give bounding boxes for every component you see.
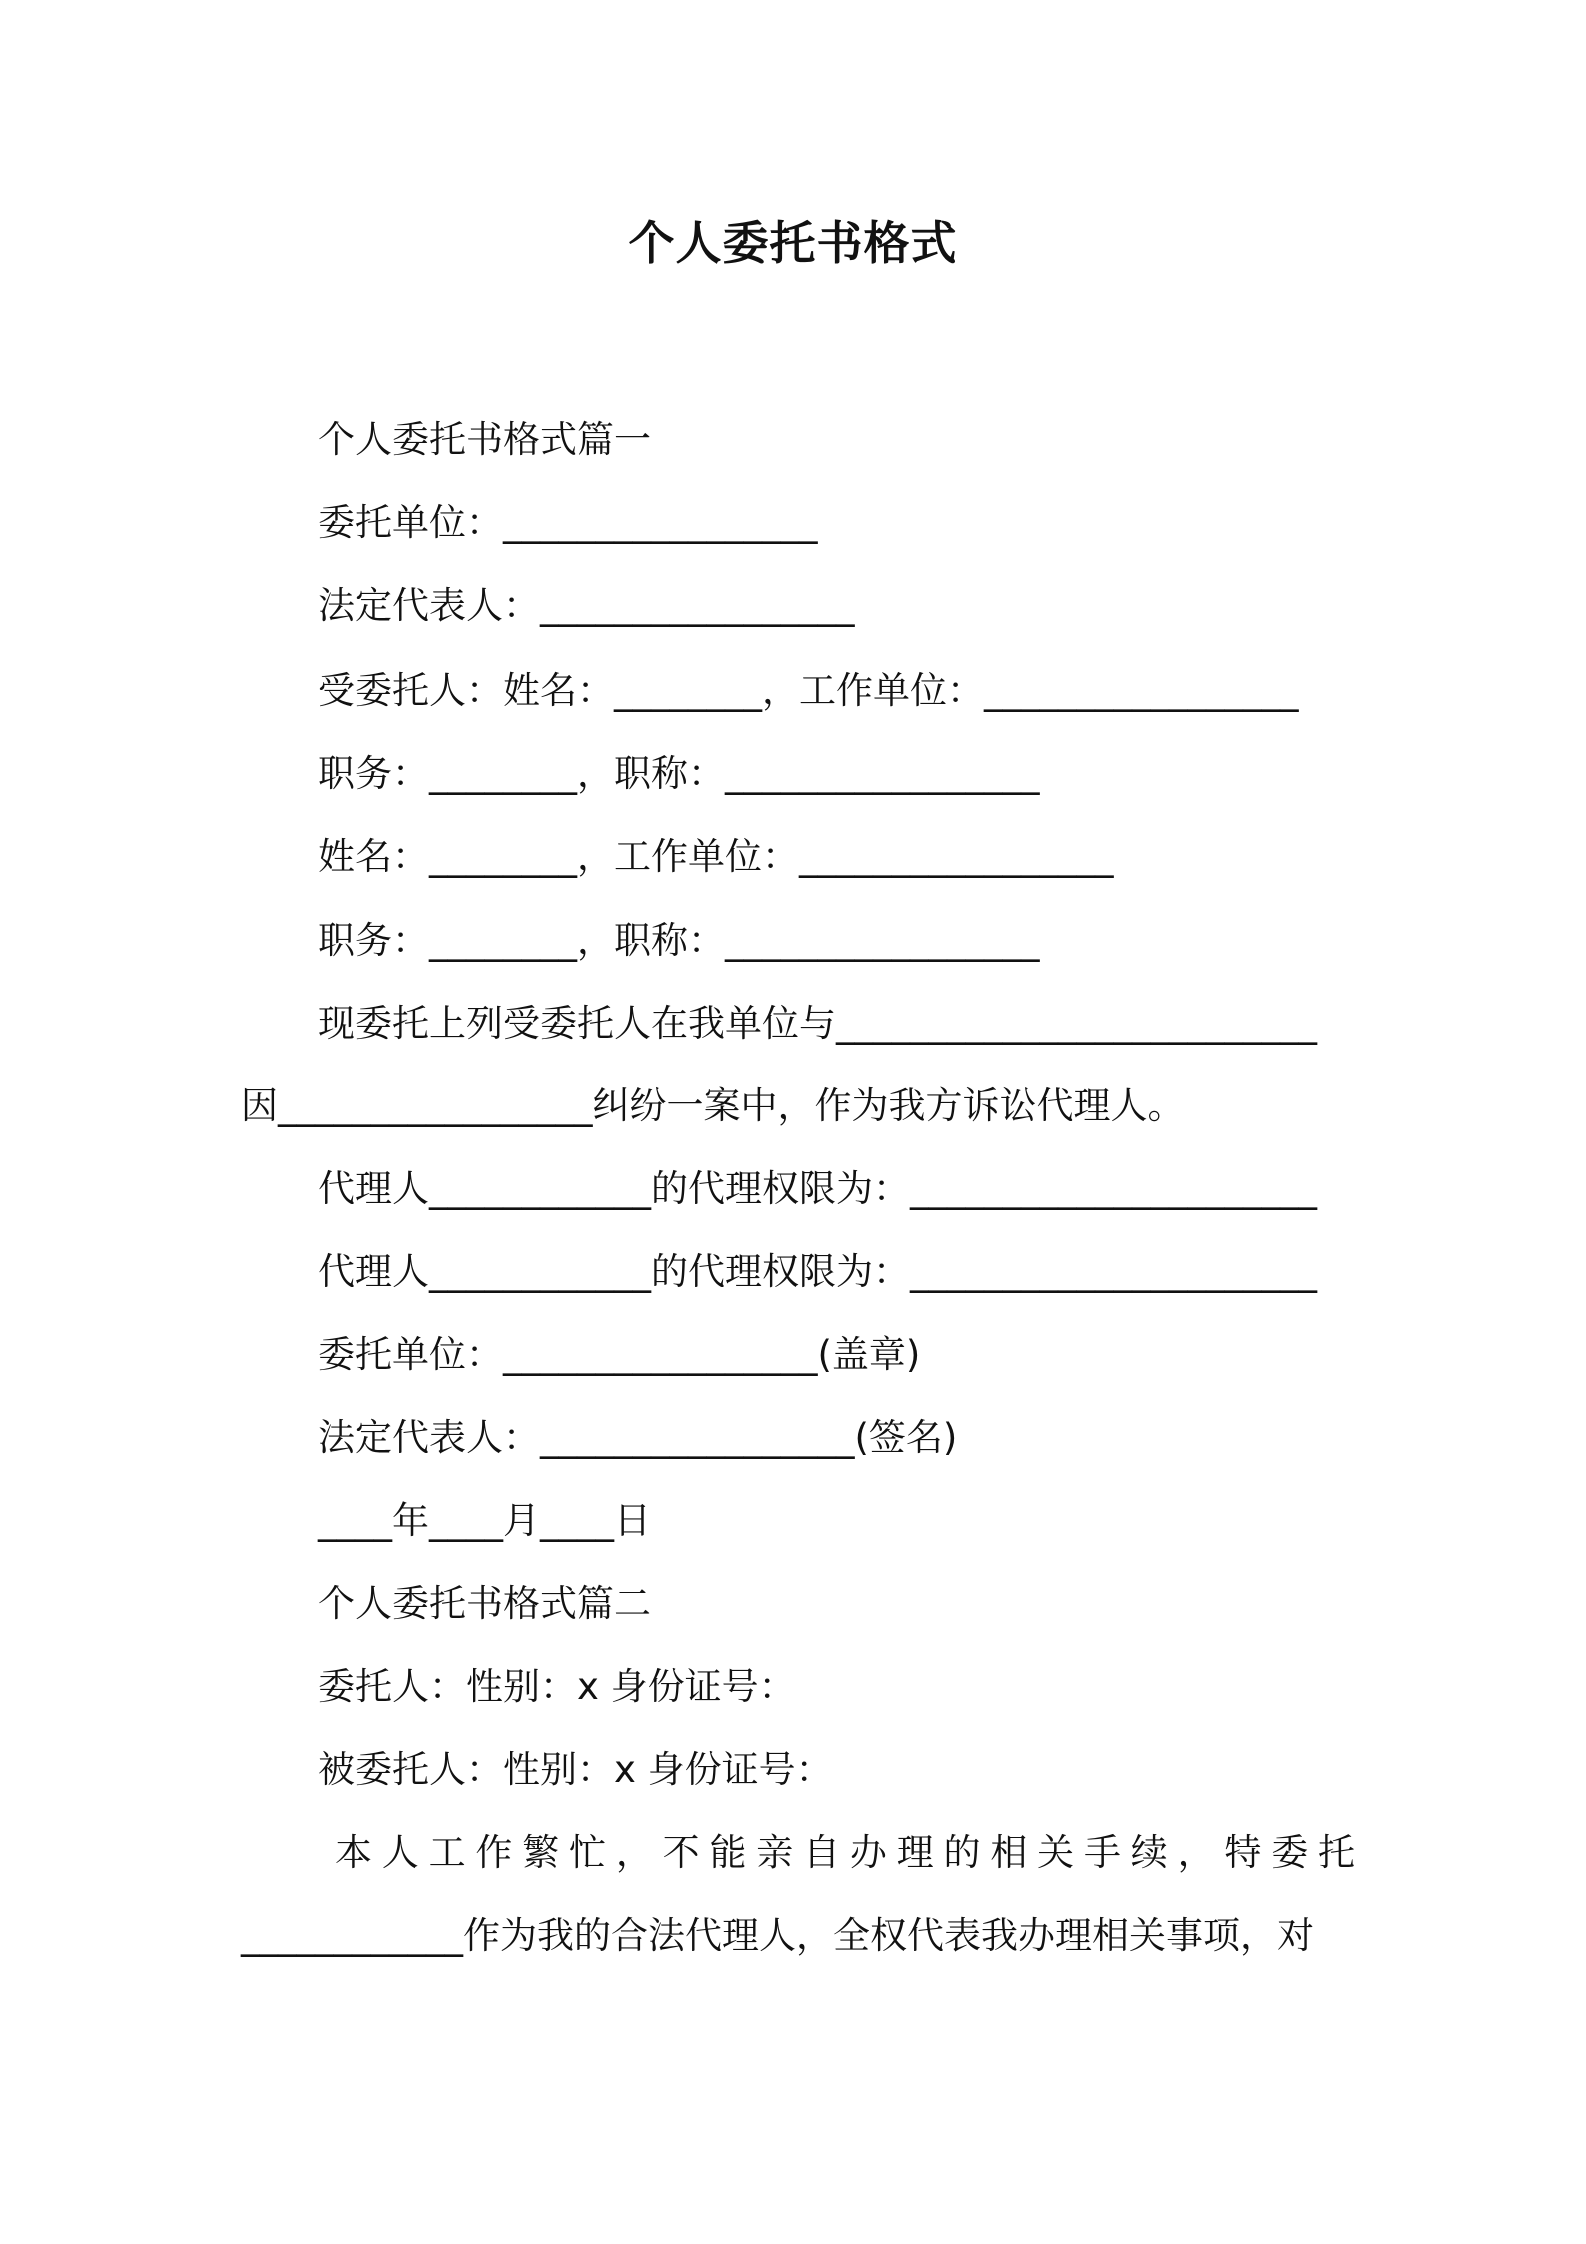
section-heading-2: 个人委托书格式篇二 [318,1582,651,1625]
document-title: 个人委托书格式 [628,216,958,270]
field-trustee-name-unit: 受委托人：姓名：________，工作单位：_________________ [318,669,1299,712]
section-heading-1: 个人委托书格式篇一 [318,418,651,461]
field-second-position-title: 职务：________，职称：_________________ [318,919,1040,962]
field-agent-authority-1: 代理人____________的代理权限为：______________________ [318,1167,1317,1210]
field-entrusting-unit-seal: 委托单位：_________________(盖章) [318,1333,921,1376]
paragraph-entrust-line-1: 现委托上列受委托人在我单位与__________________________ [318,1002,1317,1045]
paragraph-body-line-1: 本人工作繁忙，不能亲自办理的相关手续，特委托 [335,1831,1355,1874]
field-legal-representative-signature: 法定代表人：_________________(签名) [318,1416,958,1459]
paragraph-body-line-2: ____________作为我的合法代理人，全权代表我办理相关事项，对 [241,1914,1314,1957]
paragraph-entrust-line-2: 因_________________纠纷一案中，作为我方诉讼代理人。 [241,1084,1185,1127]
field-second-name-unit: 姓名：________，工作单位：_________________ [318,835,1114,878]
field-entrusting-unit: 委托单位：_________________ [318,501,818,544]
field-date: ____年____月____日 [318,1499,651,1542]
field-trustee-position-title: 职务：________，职称：_________________ [318,752,1040,795]
field-agent-info: 被委托人：性别：x 身份证号： [318,1748,833,1791]
field-agent-authority-2: 代理人____________的代理权限为：______________________ [318,1250,1317,1293]
field-legal-representative: 法定代表人：_________________ [318,584,855,627]
field-principal-info: 委托人：性别：x 身份证号： [318,1665,796,1708]
